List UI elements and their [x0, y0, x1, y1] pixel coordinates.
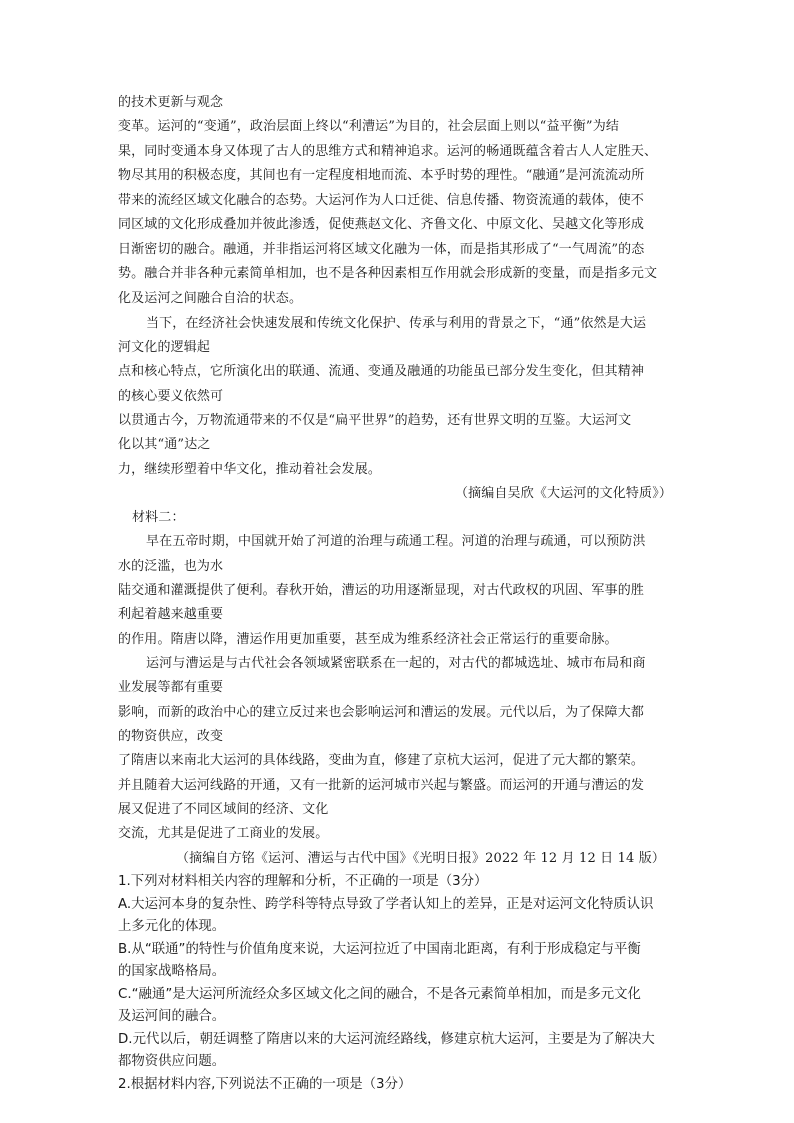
- passage-line: 业发展等都有重要: [118, 680, 224, 695]
- passage-line: 同区域的文化形成叠加并彼此渗透，促使燕赵文化、齐鲁文化、中原文化、吴越文化等形成: [118, 217, 645, 232]
- question-option: 的国家战略格局。: [118, 964, 226, 979]
- passage-line: 利起着越来越重要: [118, 607, 224, 622]
- question-option: 都物资供应问题。: [118, 1054, 226, 1069]
- passage-line: 当下，在经济社会快速发展和传统文化保护、传承与利用的背景之下，“通”依然是大运: [146, 316, 647, 331]
- passage-line: 变革。运河的“变通”，政治层面上终以“利漕运”为目的，社会层面上则以“益平衡”为结: [118, 119, 620, 134]
- passage-line: 运河与漕运是与古代社会各领域紧密联系在一起的，对古代的都城选址、城市布局和商: [146, 656, 646, 671]
- question-option: B.从“联通”的特性与价值角度来说，大运河拉近了中国南北距离，有利于形成稳定与平衡: [118, 942, 641, 957]
- passage-line: 河文化的逻辑起: [118, 340, 211, 355]
- passage-line: 并且随着大运河线路的开通，又有一批新的运河城市兴起与繁盛。而运河的开通与漕运的发: [118, 778, 645, 793]
- question-option: 上多元化的体现。: [118, 919, 226, 934]
- passage-line: 陆交通和灌溉提供了便利。春秋开始，漕运的功用逐渐显现，对古代政权的巩固、军事的胜: [118, 583, 645, 598]
- passage-line: 化以其“通”达之: [118, 437, 211, 452]
- passage-line: 点和核心特点，它所演化出的联通、流通、变通及融通的功能虽已部分发生变化，但其精神: [118, 364, 645, 379]
- passage-line: 水的泛滥，也为水: [118, 559, 224, 574]
- question-option: C.“融通”是大运河所流经众多区域文化之间的融合，不是各元素简单相加，而是多元文化: [118, 987, 641, 1002]
- passage-line: 的作用。隋唐以降，漕运作用更加重要，甚至成为维系经济社会正常运行的重要命脉。: [118, 632, 618, 647]
- passage-line: 了隋唐以来南北大运河的具体线路，变曲为直，修建了京杭大运河，促进了元大都的繁荣。: [118, 753, 645, 768]
- passage-line: 影响，而新的政治中心的建立反过来也会影响运河和漕运的发展。元代以后，为了保障大都: [118, 705, 645, 720]
- passage-line: 早在五帝时期，中国就开始了河道的治理与疏通工程。河道的治理与疏通，可以预防洪: [146, 534, 646, 549]
- passage-line: 力，继续形塑着中华文化，推动着社会发展。: [118, 462, 382, 477]
- question-line: 1.下列对材料相关内容的理解和分析，不正确的一项是（3分）: [118, 874, 488, 889]
- question-option: D.元代以后，朝廷调整了隋唐以来的大运河流经路线，修建京杭大运河，主要是为了解决大: [118, 1032, 655, 1047]
- passage-line: 以贯通古今，万物流通带来的不仅是“扁平世界”的趋势，还有世界文明的互鉴。大运河文: [118, 413, 632, 428]
- passage-line: 物尽其用的积极态度，其间也有一定程度相地而流、本乎时势的理性。“融通”是河流流动所: [118, 168, 645, 183]
- question-line: 2.根据材料内容,下列说法不正确的一项是（3分）: [118, 1077, 412, 1092]
- passage-line: 展又促进了不同区域间的经济、文化: [118, 802, 329, 817]
- passage-line: 带来的流经区域文化融合的态势。大运河作为人口迁徙、信息传播、物资流通的载体，使不: [118, 193, 645, 208]
- passage-line: 势。融合并非各种元素简单相加，也不是各种因素相互作用就会形成新的变量，而是指多元文: [118, 266, 658, 281]
- question-option: 及运河间的融合。: [118, 1009, 226, 1024]
- passage-line: 的技术更新与观念: [118, 95, 224, 110]
- passage-line: 果，同时变通本身又体现了古人的思维方式和精神追求。运河的畅通既蕴含着古人人定胜天、: [118, 144, 658, 159]
- question-option: A.大运河本身的复杂性、跨学科等特点导致了学者认知上的差异，正是对运河文化特质认识: [118, 897, 654, 912]
- passage-line: 交流，尤其是促进了工商业的发展。: [118, 826, 329, 841]
- passage-line: 日渐密切的融合。融通，并非指运河将区域文化融为一体，而是指其形成了“一气周流”的态: [118, 242, 645, 257]
- passage-line: 的核心要义依然可: [118, 389, 224, 404]
- passage-line: 的物资供应，改变: [118, 729, 224, 744]
- material-label: 材料二：: [132, 510, 185, 525]
- source-citation: （摘编自方铭《运河、漕运与古代中国》《光明日报》2022 年 12 月 12 日 14 版）: [176, 851, 666, 866]
- passage-line: 化及运河之间融合自洽的状态。: [118, 291, 303, 306]
- source-citation: （摘编自吴欣《大运河的文化特质》）: [454, 486, 672, 501]
